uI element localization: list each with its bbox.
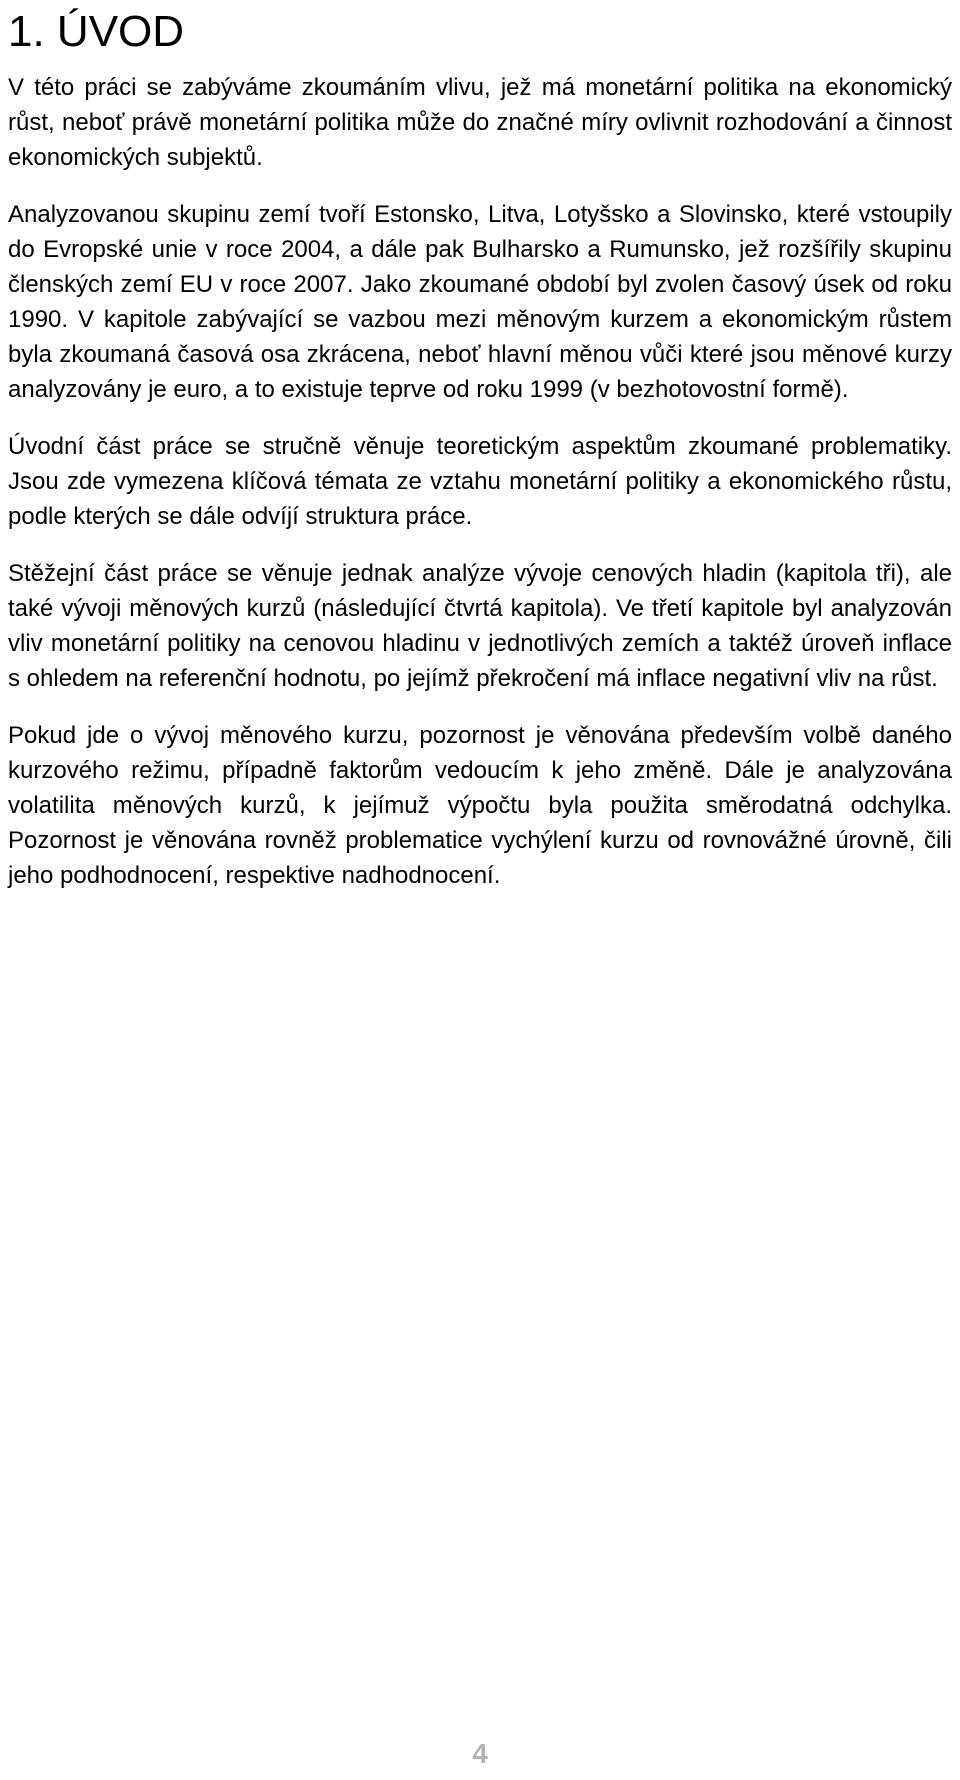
page-number: 4 <box>472 1738 488 1769</box>
paragraph-exchange-rate: Pokud jde o vývoj měnového kurzu, pozornost je věnována především volbě daného kurzového režimu, případně faktorům vedoucím k jeho změně. Dále je analyzována volatilita měnových kurzů, k jejímuž výpočtu byla použita směrodatná odchylka. Pozornost je věnována rovněž problematice vychýlení kurzu od rovnovážné úrovně, čili jeho podhodnocení, respektive nadhodnocení. <box>8 722 952 889</box>
paragraph-countries: Analyzovanou skupinu zemí tvoří Estonsko, Litva, Lotyšsko a Slovinsko, které vstoupily do Evropské unie v roce 2004, a dále pak Bulharsko a Rumunsko, jež rozšířily skupinu členských zemí EU v roce 2007. Jako zkoumané období byl zvolen časový úsek od roku 1990. V kapitole zabývající se vazbou mezi měnovým kurzem a ekonomickým růstem byla zkoumaná časová osa zkrácena, neboť hlavní měnou vůči které jsou měnové kurzy analyzovány je euro, a to existuje teprve od roku 1999 (v bezhotovostní formě). <box>8 201 952 403</box>
document-page <box>8 0 952 893</box>
chapter-heading: 1. ÚVOD <box>8 7 185 56</box>
paragraph-theory: Úvodní část práce se stručně věnuje teoretickým aspektům zkoumané problematiky. Jsou zde vymezena klíčová témata ze vztahu monetární politiky a ekonomického růstu, podle kterých se dále odvíjí struktura práce. <box>8 433 952 530</box>
paragraph-intro: V této práci se zabýváme zkoumáním vlivu, jež má monetární politika na ekonomický růst, neboť právě monetární politika může do značné míry ovlivnit rozhodování a činnost ekonomických subjektů. <box>8 74 952 171</box>
paragraph-price-levels: Stěžejní část práce se věnuje jednak analýze vývoje cenových hladin (kapitola tři), ale také vývoji měnových kurzů (následující čtvrtá kapitola). Ve třetí kapitole byl analyzován vliv monetární politiky na cenovou hladinu v jednotlivých zemích a taktéž úroveň inflace s ohledem na referenční hodnotu, po jejímž překročení má inflace negativní vliv na růst. <box>8 560 952 692</box>
